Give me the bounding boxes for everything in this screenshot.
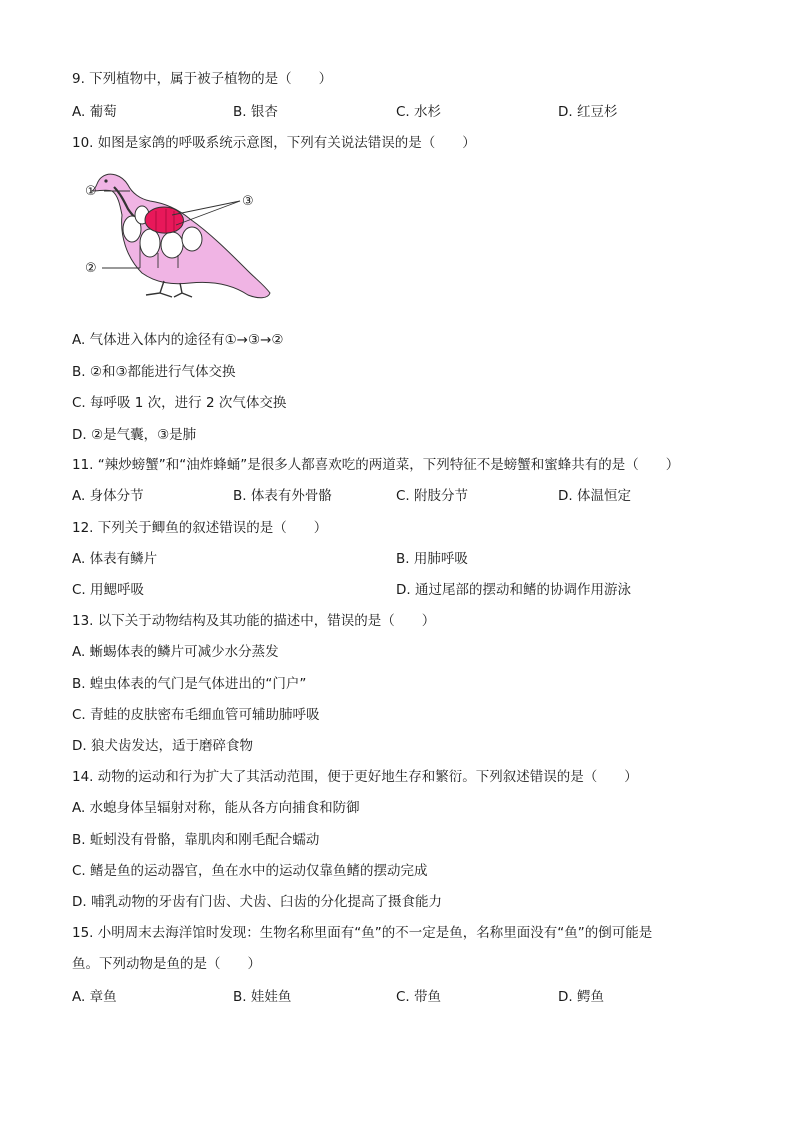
question-11-option-d[interactable]: D. 体温恒定	[558, 488, 631, 504]
question-13-option-c[interactable]: C. 青蛙的皮肤密布毛细血管可辅助肺呼吸	[72, 707, 320, 723]
lung	[145, 207, 183, 233]
question-10-option-a[interactable]: A. 气体进入体内的途径有①→③→②	[72, 332, 284, 348]
question-13-option-a[interactable]: A. 蜥蜴体表的鳞片可减少水分蒸发	[72, 644, 279, 660]
question-10-stem: 10. 如图是家鸽的呼吸系统示意图，下列有关说法错误的是（ ）	[72, 135, 476, 151]
question-11-option-a[interactable]: A. 身体分节	[72, 488, 144, 504]
question-14-option-b[interactable]: B. 蚯蚓没有骨骼，靠肌肉和刚毛配合蠕动	[72, 832, 320, 848]
question-13-stem: 13. 以下关于动物结构及其功能的描述中，错误的是（ ）	[72, 613, 436, 629]
question-12-option-a[interactable]: A. 体表有鳞片	[72, 551, 158, 567]
question-9-stem: 9. 下列植物中，属于被子植物的是（ ）	[72, 71, 333, 87]
question-12-option-d[interactable]: D. 通过尾部的摆动和鳍的协调作用游泳	[396, 582, 631, 598]
question-15-stem-continued: 鱼。下列动物是鱼的是（ ）	[72, 956, 261, 972]
question-10-option-b[interactable]: B. ②和③都能进行气体交换	[72, 364, 236, 380]
question-15-option-d[interactable]: D. 鳄鱼	[558, 989, 604, 1005]
question-9-option-c[interactable]: C. 水杉	[396, 104, 442, 120]
question-14-option-d[interactable]: D. 哺乳动物的牙齿有门齿、犬齿、臼齿的分化提高了摄食能力	[72, 894, 442, 910]
question-11-stem: 11. “辣炒螃蟹”和“油炸蜂蛹”是很多人都喜欢吃的两道菜，下列特征不是螃蟹和蜜蜂共有的是（ ）	[72, 457, 680, 473]
question-9-option-b[interactable]: B. 银杏	[233, 104, 278, 120]
air-sac	[182, 227, 202, 251]
figure-label-3: ③	[242, 194, 254, 209]
question-14-option-a[interactable]: A. 水螅身体呈辐射对称，能从各方向捕食和防御	[72, 800, 360, 816]
question-10-option-c[interactable]: C. 每呼吸 1 次，进行 2 次气体交换	[72, 395, 287, 411]
question-11-option-c[interactable]: C. 附肢分节	[396, 488, 469, 504]
question-9-option-a[interactable]: A. 葡萄	[72, 104, 117, 120]
question-10-option-d[interactable]: D. ②是气囊，③是肺	[72, 427, 197, 443]
question-15-stem: 15. 小明周末去海洋馆时发现：生物名称里面有“鱼”的不一定是鱼，名称里面没有“鱼”的倒可能是	[72, 925, 653, 941]
question-12-option-c[interactable]: C. 用鳃呼吸	[72, 582, 145, 598]
question-13-option-b[interactable]: B. 蝗虫体表的气门是气体进出的“门户”	[72, 676, 307, 692]
question-12-stem: 12. 下列关于鲫鱼的叙述错误的是（ ）	[72, 520, 328, 536]
question-15-option-b[interactable]: B. 娃娃鱼	[233, 989, 292, 1005]
question-11-option-b[interactable]: B. 体表有外骨骼	[233, 488, 332, 504]
question-9-option-d[interactable]: D. 红豆杉	[558, 104, 618, 120]
question-12-option-b[interactable]: B. 用肺呼吸	[396, 551, 468, 567]
question-14-stem: 14. 动物的运动和行为扩大了其活动范围，便于更好地生存和繁衍。下列叙述错误的是（ ）	[72, 769, 638, 785]
pigeon-respiratory-figure	[80, 165, 280, 310]
question-15-option-a[interactable]: A. 章鱼	[72, 989, 117, 1005]
question-14-option-c[interactable]: C. 鳍是鱼的运动器官，鱼在水中的运动仅靠鱼鳍的摆动完成	[72, 863, 428, 879]
question-13-option-d[interactable]: D. 狼犬齿发达，适于磨碎食物	[72, 738, 253, 754]
figure-label-2: ②	[85, 261, 97, 276]
air-sac	[161, 232, 183, 258]
question-15-option-c[interactable]: C. 带鱼	[396, 989, 442, 1005]
air-sac	[140, 229, 160, 257]
figure-label-1: ①	[85, 184, 97, 199]
